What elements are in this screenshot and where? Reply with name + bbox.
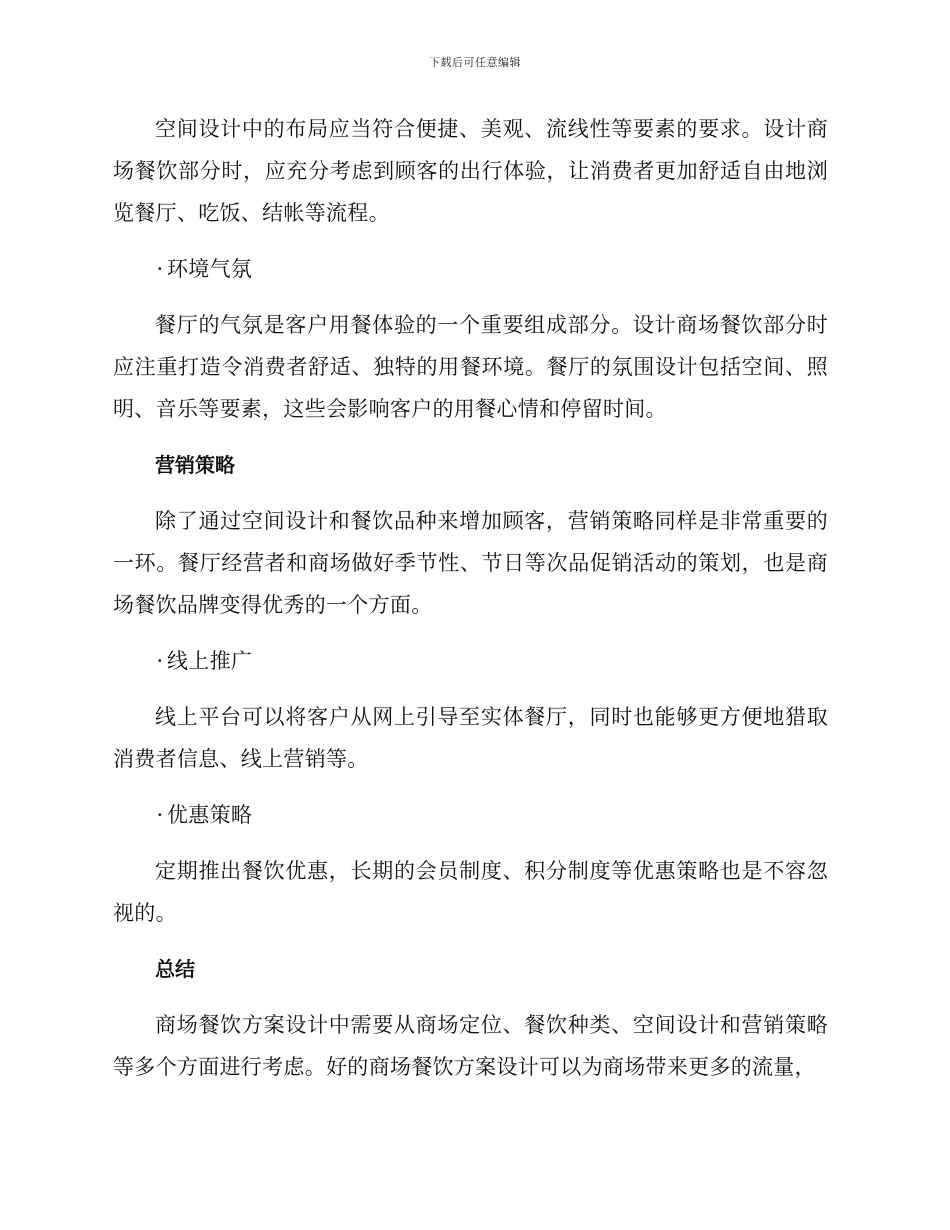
paragraph-online: 线上平台可以将客户从网上引导至实体餐厅，同时也能够更方便地猎取消费者信息、线上营销等。 xyxy=(113,705,828,771)
bullet-online-promotion xyxy=(113,640,828,682)
paragraph-marketing: 除了通过空间设计和餐饮品种来增加顾客，营销策略同样是非常重要的一环。餐厅经营者和商场做好季节性、节日等次品促销活动的策划，也是商场餐饮品牌变得优秀的一个方面。 xyxy=(113,509,828,617)
bullet-dot-icon: · xyxy=(156,649,164,673)
bullet-dot-icon: · xyxy=(156,257,164,281)
document-body xyxy=(113,108,828,1102)
section-heading-marketing: 营销策略 xyxy=(155,453,235,477)
paragraph-space-layout: 空间设计中的布局应当符合便捷、美观、流线性等要素的要求。设计商场餐饮部分时，应充分考虑到顾客的出行体验，让消费者更加舒适自由地浏览餐厅、吃饭、结帐等流程。 xyxy=(113,117,828,225)
bullet-discount-strategy-label: 优惠策略 xyxy=(167,803,253,827)
page-header: 下载后可任意编辑 xyxy=(429,56,521,69)
paragraph-summary: 商场餐饮方案设计中需要从商场定位、餐饮种类、空间设计和营销策略等多个方面进行考虑。好的商场餐饮方案设计可以为商场带来更多的流量， xyxy=(113,1013,828,1079)
section-heading-summary: 总结 xyxy=(155,957,195,981)
bullet-discount-strategy xyxy=(113,794,828,836)
paragraph-discount: 定期推出餐饮优惠，长期的会员制度、积分制度等优惠策略也是不容忽视的。 xyxy=(113,859,828,925)
bullet-environment xyxy=(113,248,828,290)
bullet-online-promotion-label: 线上推广 xyxy=(167,649,253,673)
paragraph-atmosphere: 餐厅的气氛是客户用餐体验的一个重要组成部分。设计商场餐饮部分时应注重打造令消费者舒适、独特的用餐环境。餐厅的氛围设计包括空间、照明、音乐等要素，这些会影响客户的用餐心情和停留时间。 xyxy=(113,313,828,421)
bullet-environment-label: 环境气氛 xyxy=(167,257,253,281)
bullet-dot-icon: · xyxy=(156,803,164,827)
